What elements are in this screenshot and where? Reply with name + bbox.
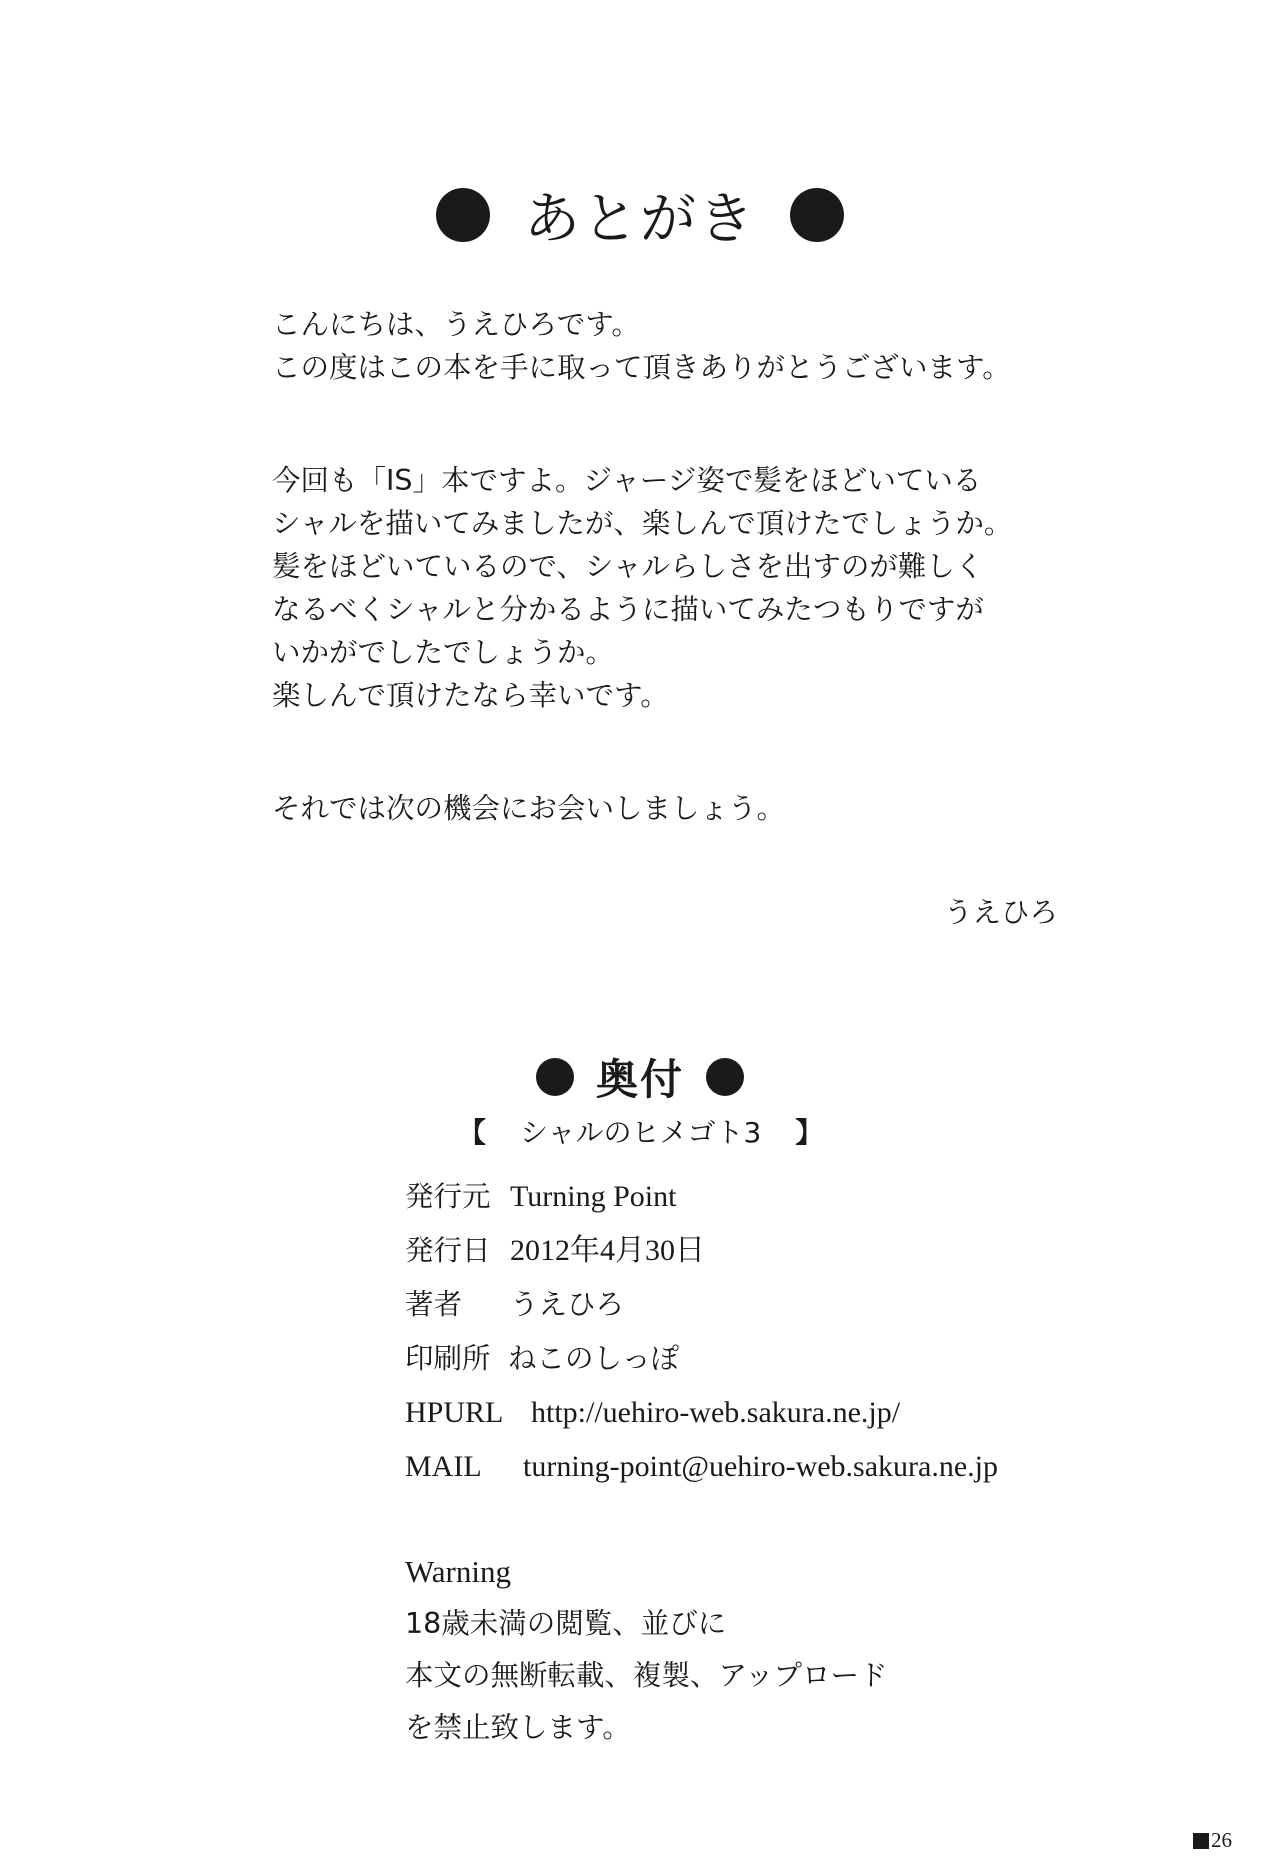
afterword-line: この度はこの本を手に取って頂きありがとうございます。: [272, 351, 1011, 384]
publisher-value: Turning Point: [510, 1180, 677, 1213]
colophon-details: [405, 1170, 998, 1494]
afterword-line: それでは次の機会にお会いしましょう。: [272, 792, 786, 825]
afterword-line: シャルを描いてみましたが、楽しんで頂けたでしょうか。: [272, 507, 1013, 540]
square-marker-icon: [1193, 1833, 1209, 1849]
url-label: HPURL: [405, 1396, 504, 1429]
date-row: [405, 1224, 998, 1278]
publisher-row: [405, 1170, 998, 1224]
bullet-icon: [436, 188, 490, 242]
afterword-line: なるべくシャルと分かるように描いてみたつもりですが: [272, 593, 984, 626]
author-signature: うえひろ: [944, 896, 1059, 929]
date-label: 発行日: [405, 1234, 491, 1267]
colophon-heading: [0, 1042, 1280, 1112]
warning-line: 本文の無断転載、複製、アップロード: [405, 1659, 888, 1692]
warning-title: Warning: [405, 1554, 511, 1589]
url-value: http://uehiro-web.sakura.ne.jp/: [531, 1396, 901, 1429]
title-bracket-open: 【: [457, 1116, 486, 1149]
printer-label: 印刷所: [405, 1342, 491, 1375]
paragraph-gap: [272, 717, 1092, 787]
mail-row: [405, 1440, 998, 1494]
book-title-text: シャルのヒメゴト3: [520, 1116, 762, 1149]
afterword-heading: [0, 175, 1280, 255]
printer-row: [405, 1332, 998, 1386]
afterword-body: [272, 303, 1092, 830]
bullet-icon: [706, 1058, 744, 1096]
afterword-heading-text: あとがき: [524, 187, 756, 252]
author-row: [405, 1278, 998, 1332]
date-value: 2012年4月30日: [510, 1234, 705, 1267]
title-bracket-close: 】: [795, 1116, 824, 1149]
book-title: [450, 1113, 831, 1153]
colophon-heading-text: 奥付: [595, 1055, 684, 1104]
author-label: 著者: [405, 1288, 463, 1321]
page-number-text: 26: [1211, 1828, 1232, 1852]
url-row: [405, 1386, 998, 1440]
afterword-line: 髪をほどいているので、シャルらしさを出すのが難しく: [272, 550, 984, 583]
afterword-line: 楽しんで頂けたなら幸いです。: [272, 679, 669, 712]
bullet-icon: [790, 188, 844, 242]
warning-block: [405, 1546, 888, 1754]
page-number: [1193, 1828, 1232, 1853]
mail-label: MAIL: [405, 1450, 482, 1483]
author-value: うえひろ: [510, 1288, 625, 1321]
afterword-line: 今回も「IS」本ですよ。ジャージ姿で髪をほどいている: [272, 464, 982, 497]
mail-value: turning-point@uehiro-web.sakura.ne.jp: [523, 1450, 999, 1483]
warning-line: を禁止致します。: [405, 1711, 631, 1744]
bullet-icon: [536, 1058, 574, 1096]
publisher-label: 発行元: [405, 1180, 491, 1213]
printer-value: ねこのしっぽ: [508, 1342, 680, 1375]
afterword-line: こんにちは、うえひろです。: [272, 308, 640, 341]
warning-line: 18歳未満の閲覧、並びに: [405, 1607, 727, 1640]
afterword-line: いかがでしたでしょうか。: [272, 636, 615, 669]
paragraph-gap: [272, 389, 1092, 459]
